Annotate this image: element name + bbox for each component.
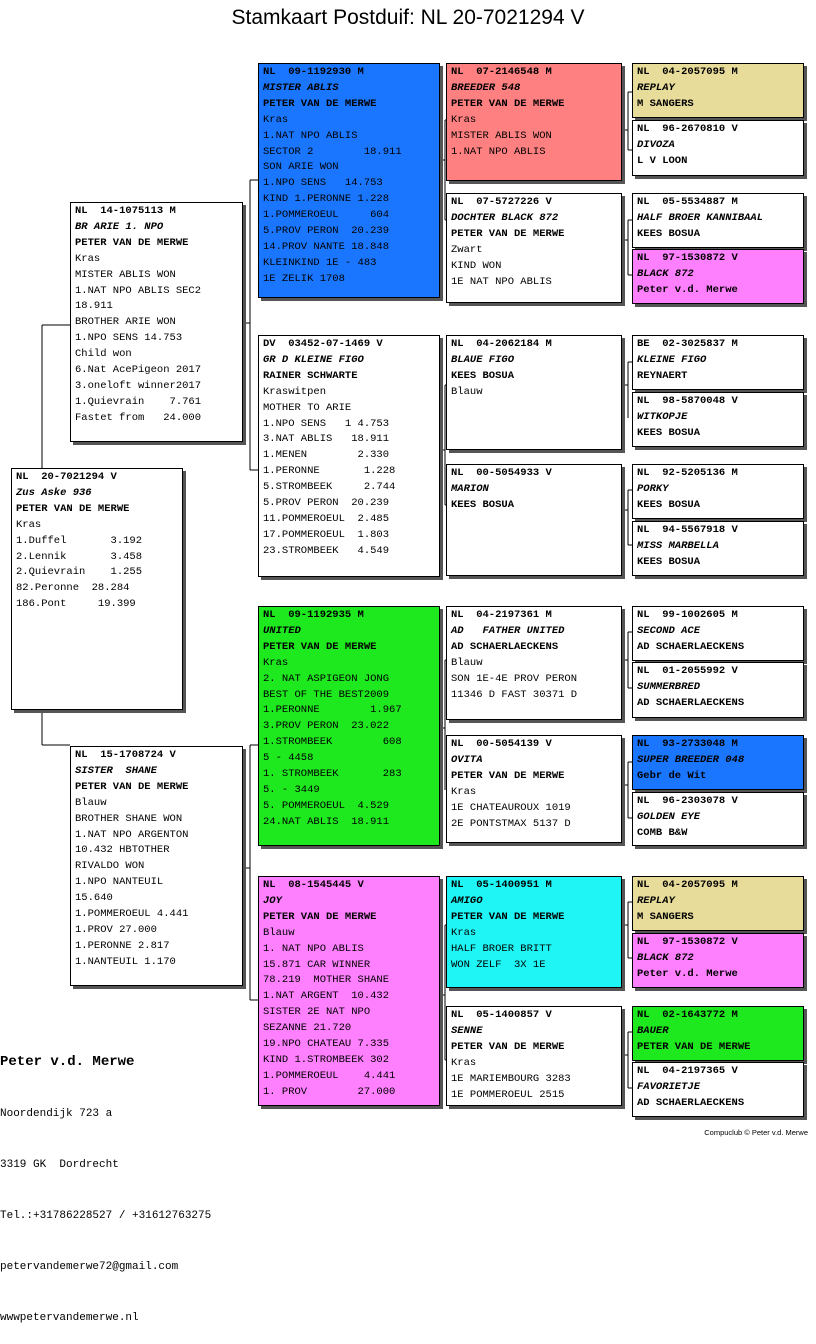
- pigeon-detail-line: SISTER 2E NAT NPO: [263, 1006, 371, 1019]
- pigeon-detail-line: Kras: [16, 518, 42, 531]
- pigeon-detail-line: 6.Nat AcePigeon 2017: [75, 364, 202, 377]
- pigeon-owner: PETER VAN DE MERWE: [263, 910, 377, 923]
- pigeon-detail-line: 1E POMMEROEUL 2515: [451, 1088, 565, 1101]
- pigeon-name: WITKOPJE: [637, 410, 688, 423]
- pigeon-card-g7: [632, 464, 804, 519]
- ring-number: NL 00-5054933 V: [451, 467, 552, 479]
- pigeon-detail-line: 5.PROV PERON 20.239: [263, 225, 390, 238]
- pigeon-owner: KEES BOSUA: [637, 498, 701, 511]
- pigeon-name: MISTER ABLIS: [263, 81, 339, 94]
- pigeon-detail-line: 10.432 HBTOTHER: [75, 844, 170, 857]
- pigeon-detail-line: 1. NAT NPO ABLIS: [263, 942, 364, 955]
- pigeon-card-mff: [446, 606, 622, 720]
- breeder-city: 3319 GK Dordrecht: [0, 1159, 119, 1171]
- pigeon-name: AMIGO: [451, 894, 483, 907]
- pigeon-detail-line: SEZANNE 21.720: [263, 1022, 352, 1035]
- pigeon-owner: PETER VAN DE MERWE: [75, 780, 189, 793]
- pigeon-card-father: [70, 202, 243, 442]
- pigeon-owner: M SANGERS: [637, 910, 694, 923]
- pigeon-owner: REYNAERT: [637, 369, 688, 382]
- pigeon-name: BAUER: [637, 1024, 669, 1037]
- pigeon-name: GR D KLEINE FIGO: [263, 353, 364, 366]
- pigeon-detail-line: 1.Duffel 3.192: [16, 534, 143, 547]
- pigeon-detail-line: SON 1E-4E PROV PERON: [451, 672, 578, 685]
- pigeon-card-g5: [632, 335, 804, 390]
- pigeon-detail-line: 1E CHATEAUROUX 1019: [451, 801, 571, 814]
- pigeon-card-g4: [632, 249, 804, 304]
- pigeon-card-g6: [632, 392, 804, 447]
- ring-number: NL 07-2146548 M: [451, 66, 552, 78]
- ring-number: NL 15-1708724 V: [75, 749, 176, 761]
- pigeon-name: BLACK 872: [637, 951, 694, 964]
- ring-number: NL 09-1192935 M: [263, 609, 364, 621]
- breeder-website[interactable]: wwwpetervandemerwe.nl: [0, 1312, 139, 1324]
- pigeon-name: BLAUE FIGO: [451, 353, 515, 366]
- pigeon-detail-line: 15.871 CAR WINNER: [263, 958, 371, 971]
- pigeon-detail-line: MISTER ABLIS WON: [451, 129, 552, 142]
- pigeon-card-main: [11, 468, 183, 710]
- ring-number: NL 92-5205136 M: [637, 467, 738, 479]
- pigeon-detail-line: Kras: [75, 252, 101, 265]
- ring-number: NL 08-1545445 V: [263, 879, 364, 891]
- pigeon-detail-line: 5.STROMBEEK 2.744: [263, 481, 396, 494]
- pigeon-owner: Peter v.d. Merwe: [637, 283, 738, 296]
- pigeon-owner: Gebr de Wit: [637, 769, 707, 782]
- pigeon-detail-line: 3.PROV PERON 23.022: [263, 720, 390, 733]
- ring-number: NL 07-5727226 V: [451, 196, 552, 208]
- pigeon-owner: PETER VAN DE MERWE: [451, 97, 565, 110]
- pigeon-detail-line: BEST OF THE BEST2009: [263, 688, 390, 701]
- pigeon-detail-line: 1.PERONNE 2.817: [75, 939, 170, 952]
- pigeon-detail-line: Kras: [451, 785, 477, 798]
- pigeon-detail-line: 1.PROV 27.000: [75, 923, 157, 936]
- pigeon-detail-line: 1.NPO SENS 14.753: [75, 332, 183, 345]
- pigeon-detail-line: 1E NAT NPO ABLIS: [451, 275, 552, 288]
- pigeon-detail-line: 17.POMMEROEUL 1.803: [263, 528, 390, 541]
- pigeon-detail-line: Kraswitpen: [263, 385, 327, 398]
- pigeon-owner: PETER VAN DE MERWE: [451, 910, 565, 923]
- pigeon-detail-line: MISTER ABLIS WON: [75, 268, 176, 281]
- breeder-email[interactable]: petervandemerwe72@gmail.com: [0, 1261, 179, 1273]
- ring-number: NL 96-2303078 V: [637, 795, 738, 807]
- pigeon-owner: PETER VAN DE MERWE: [75, 236, 189, 249]
- pigeon-name: FAVORIETJE: [637, 1080, 701, 1093]
- pigeon-detail-line: Kras: [451, 926, 477, 939]
- pigeon-detail-line: Blauw: [263, 926, 295, 939]
- pigeon-owner: AD SCHAERLAECKENS: [451, 640, 559, 653]
- pigeon-detail-line: 5 - 4458: [263, 752, 314, 765]
- pigeon-detail-line: 15.640: [75, 892, 113, 905]
- pigeon-detail-line: Child won: [75, 348, 132, 361]
- pigeon-detail-line: 1.NAT NPO ABLIS: [263, 129, 358, 142]
- pigeon-owner: AD SCHAERLAECKENS: [637, 696, 745, 709]
- pigeon-detail-line: 5. POMMEROEUL 4.529: [263, 799, 390, 812]
- ring-number: NL 98-5870048 V: [637, 395, 738, 407]
- pigeon-card-ff: [258, 63, 440, 298]
- pigeon-detail-line: 78.219 MOTHER SHANE: [263, 974, 390, 987]
- ring-number: NL 05-1400951 M: [451, 879, 552, 891]
- pigeon-detail-line: 1.PERONNE 1.228: [263, 465, 396, 478]
- pigeon-name: OVITA: [451, 753, 483, 766]
- pigeon-detail-line: KLEINKIND 1E - 483: [263, 256, 377, 269]
- footer-credit: Compuclub © Peter v.d. Merwe: [704, 1128, 808, 1137]
- pigeon-detail-line: 1.MENEN 2.330: [263, 449, 390, 462]
- pigeon-name: SENNE: [451, 1024, 483, 1037]
- pigeon-name: KLEINE FIGO: [637, 353, 707, 366]
- pigeon-card-mmm: [446, 1006, 622, 1106]
- pigeon-card-ffm: [446, 193, 622, 303]
- pigeon-detail-line: 14.PROV NANTE 18.848: [263, 240, 390, 253]
- pigeon-card-g11: [632, 735, 804, 790]
- ring-number: NL 04-2197361 M: [451, 609, 552, 621]
- pigeon-owner: PETER VAN DE MERWE: [451, 769, 565, 782]
- pigeon-detail-line: KIND 1.STROMBEEK 302: [263, 1053, 390, 1066]
- pigeon-detail-line: Kras: [451, 1056, 477, 1069]
- ring-number: NL 20-7021294 V: [16, 471, 117, 483]
- pigeon-name: BREEDER 548: [451, 81, 521, 94]
- pigeon-card-g15: [632, 1006, 804, 1061]
- pigeon-detail-line: SON ARIE WON: [263, 161, 339, 174]
- pigeon-detail-line: 1.PERONNE 1.967: [263, 704, 402, 717]
- pigeon-detail-line: 1.Quievrain 7.761: [75, 395, 202, 408]
- pigeon-detail-line: 5. - 3449: [263, 783, 320, 796]
- pigeon-detail-line: 1.NAT NPO ABLIS SEC2: [75, 284, 202, 297]
- ring-number: NL 02-1643772 M: [637, 1009, 738, 1021]
- pigeon-owner: KEES BOSUA: [451, 498, 515, 511]
- ring-number: NL 09-1192930 M: [263, 66, 364, 78]
- pigeon-card-g2: [632, 120, 804, 176]
- pigeon-name: REPLAY: [637, 894, 675, 907]
- ring-number: NL 05-5534887 M: [637, 196, 738, 208]
- pigeon-detail-line: 1.NPO SENS 1 4.753: [263, 417, 390, 430]
- pigeon-name: AD FATHER UNITED: [451, 624, 565, 637]
- ring-number: NL 97-1530872 V: [637, 252, 738, 264]
- ring-number: NL 04-2057095 M: [637, 66, 738, 78]
- pigeon-card-mf: [258, 606, 440, 846]
- pigeon-detail-line: BROTHER SHANE WON: [75, 812, 183, 825]
- ring-number: NL 97-1530872 V: [637, 936, 738, 948]
- pigeon-detail-line: Blauw: [75, 796, 107, 809]
- pigeon-detail-line: 1.NANTEUIL 1.170: [75, 955, 176, 968]
- pigeon-card-g8: [632, 521, 804, 576]
- pigeon-owner: KEES BOSUA: [637, 227, 701, 240]
- ring-number: NL 93-2733048 M: [637, 738, 738, 750]
- pigeon-detail-line: 2E PONTSTMAX 5137 D: [451, 817, 571, 830]
- pigeon-detail-line: 1.POMMEROEUL 4.441: [263, 1069, 396, 1082]
- pigeon-card-g13: [632, 876, 804, 931]
- pigeon-detail-line: BROTHER ARIE WON: [75, 316, 176, 329]
- pigeon-name: HALF BROER KANNIBAAL: [637, 211, 764, 224]
- pigeon-detail-line: 1.POMMEROEUL 604: [263, 209, 390, 222]
- pigeon-owner: KEES BOSUA: [637, 426, 701, 439]
- ring-number: NL 94-5567918 V: [637, 524, 738, 536]
- pigeon-name: JOY: [263, 894, 282, 907]
- pigeon-owner: PETER VAN DE MERWE: [263, 640, 377, 653]
- pigeon-detail-line: 1.NPO SENS 14.753: [263, 177, 383, 190]
- pigeon-detail-line: HALF BROER BRITT: [451, 942, 552, 955]
- pigeon-name: GOLDEN EYE: [637, 810, 701, 823]
- pigeon-card-fff: [446, 63, 622, 181]
- pigeon-owner: PETER VAN DE MERWE: [16, 502, 130, 515]
- pigeon-card-g14: [632, 933, 804, 988]
- pigeon-detail-line: 1.NAT NPO ARGENTON: [75, 828, 189, 841]
- pigeon-owner: PETER VAN DE MERWE: [451, 227, 565, 240]
- pigeon-name: BR ARIE 1. NPO: [75, 220, 164, 233]
- ring-number: NL 04-2197365 V: [637, 1065, 738, 1077]
- pigeon-owner: Peter v.d. Merwe: [637, 967, 738, 980]
- pigeon-detail-line: 1.STROMBEEK 608: [263, 736, 402, 749]
- pigeon-detail-line: 1E ZELIK 1708: [263, 272, 345, 285]
- pigeon-owner: KEES BOSUA: [451, 369, 515, 382]
- ring-number: NL 05-1400857 V: [451, 1009, 552, 1021]
- pigeon-detail-line: 1.NAT ARGENT 10.432: [263, 990, 390, 1003]
- pigeon-name: SISTER SHANE: [75, 764, 157, 777]
- pigeon-owner: AD SCHAERLAECKENS: [637, 1096, 745, 1109]
- pigeon-owner: COMB B&W: [637, 826, 688, 839]
- pigeon-detail-line: 24.NAT ABLIS 18.911: [263, 815, 390, 828]
- pigeon-detail-line: 1. STROMBEEK 283: [263, 768, 402, 781]
- pigeon-card-g16: [632, 1062, 804, 1117]
- ring-number: DV 03452-07-1469 V: [263, 338, 383, 350]
- pigeon-name: DIVOZA: [637, 138, 675, 151]
- pigeon-card-mother: [70, 746, 243, 986]
- pigeon-detail-line: 82.Peronne 28.284: [16, 582, 130, 595]
- pigeon-owner: KEES BOSUA: [637, 555, 701, 568]
- pigeon-detail-line: 1.NAT NPO ABLIS: [451, 145, 546, 158]
- pigeon-card-g12: [632, 792, 804, 846]
- pigeon-detail-line: 1. PROV 27.000: [263, 1085, 396, 1098]
- breeder-phone: Tel.:+31786228527 / +31612763275: [0, 1210, 212, 1222]
- pigeon-detail-line: 2. NAT ASPIGEON JONG: [263, 672, 390, 685]
- pigeon-detail-line: 11346 D FAST 30371 D: [451, 688, 578, 701]
- ring-number: NL 99-1002605 M: [637, 609, 738, 621]
- pigeon-detail-line: 11.POMMEROEUL 2.485: [263, 512, 390, 525]
- pigeon-detail-line: SECTOR 2 18.911: [263, 145, 402, 158]
- pigeon-name: DOCHTER BLACK 872: [451, 211, 559, 224]
- pigeon-detail-line: Kras: [451, 113, 477, 126]
- pigeon-name: BLACK 872: [637, 267, 694, 280]
- pigeon-detail-line: Blauw: [451, 656, 483, 669]
- pigeon-detail-line: KIND WON: [451, 259, 502, 272]
- pigeon-name: PORKY: [637, 482, 669, 495]
- breeder-address: Noordendijk 723 a: [0, 1108, 113, 1120]
- pigeon-detail-line: Fastet from 24.000: [75, 411, 202, 424]
- pigeon-card-mmf: [446, 876, 622, 988]
- breeder-info: [0, 1018, 211, 1344]
- pigeon-detail-line: KIND 1.PERONNE 1.228: [263, 193, 390, 206]
- pigeon-detail-line: Blauw: [451, 385, 483, 398]
- pigeon-owner: AD SCHAERLAECKENS: [637, 640, 745, 653]
- pigeon-owner: RAINER SCHWARTE: [263, 369, 358, 382]
- pigeon-detail-line: Kras: [263, 656, 289, 669]
- ring-number: NL 04-2057095 M: [637, 879, 738, 891]
- pigeon-detail-line: 3.NAT ABLIS 18.911: [263, 433, 390, 446]
- ring-number: BE 02-3025837 M: [637, 338, 738, 350]
- pigeon-detail-line: 19.NPO CHATEAU 7.335: [263, 1038, 390, 1051]
- pigeon-detail-line: 1E MARIEMBOURG 3283: [451, 1072, 571, 1085]
- ring-number: NL 96-2670810 V: [637, 123, 738, 135]
- pigeon-card-fmf: [446, 335, 622, 450]
- pigeon-detail-line: 23.STROMBEEK 4.549: [263, 544, 390, 557]
- pigeon-owner: PETER VAN DE MERWE: [263, 97, 377, 110]
- pigeon-card-g1: [632, 63, 804, 118]
- pigeon-detail-line: 2.Quievrain 1.255: [16, 566, 143, 579]
- pigeon-detail-line: Zwart: [451, 243, 483, 256]
- pigeon-detail-line: 1.NPO NANTEUIL: [75, 876, 164, 889]
- pigeon-card-fm: [258, 335, 440, 577]
- pigeon-detail-line: Kras: [263, 113, 289, 126]
- ring-number: NL 04-2062184 M: [451, 338, 552, 350]
- pigeon-owner: PETER VAN DE MERWE: [451, 1040, 565, 1053]
- ring-number: NL 00-5054139 V: [451, 738, 552, 750]
- pigeon-owner: PETER VAN DE MERWE: [637, 1040, 751, 1053]
- pigeon-name: MARION: [451, 482, 489, 495]
- pigeon-owner: L V LOON: [637, 154, 688, 167]
- pigeon-name: MISS MARBELLA: [637, 539, 719, 552]
- pigeon-detail-line: 3.oneloft winner2017: [75, 379, 202, 392]
- breeder-name: Peter v.d. Merwe: [0, 1054, 135, 1070]
- pigeon-card-fmm: [446, 464, 622, 576]
- pigeon-detail-line: 5.PROV PERON 20.239: [263, 497, 390, 510]
- pigeon-detail-line: WON ZELF 3X 1E: [451, 958, 546, 971]
- pigeon-detail-line: 2.Lennik 3.458: [16, 550, 143, 563]
- pigeon-detail-line: MOTHER TO ARIE: [263, 401, 352, 414]
- pigeon-detail-line: 186.Pont 19.399: [16, 598, 136, 611]
- pigeon-detail-line: RIVALDO WON: [75, 860, 145, 873]
- pigeon-card-g9: [632, 606, 804, 661]
- pigeon-name: Zus Aske 936: [16, 486, 92, 499]
- pigeon-card-g3: [632, 193, 804, 248]
- pigeon-name: SUPER BREEDER 048: [637, 753, 745, 766]
- pigeon-name: SUMMERBRED: [637, 680, 701, 693]
- pigeon-detail-line: 18.911: [75, 300, 113, 313]
- pigeon-card-mfm: [446, 735, 622, 843]
- pigeon-name: SECOND ACE: [637, 624, 701, 637]
- pigeon-name: REPLAY: [637, 81, 675, 94]
- pigeon-owner: M SANGERS: [637, 97, 694, 110]
- page-title: Stamkaart Postduif: NL 20-7021294 V: [231, 6, 585, 29]
- pigeon-card-g10: [632, 662, 804, 718]
- pigeon-detail-line: 1.POMMEROEUL 4.441: [75, 908, 189, 921]
- ring-number: NL 14-1075113 M: [75, 205, 176, 217]
- pigeon-name: UNITED: [263, 624, 301, 637]
- pigeon-card-mm: [258, 876, 440, 1106]
- ring-number: NL 01-2055992 V: [637, 665, 738, 677]
